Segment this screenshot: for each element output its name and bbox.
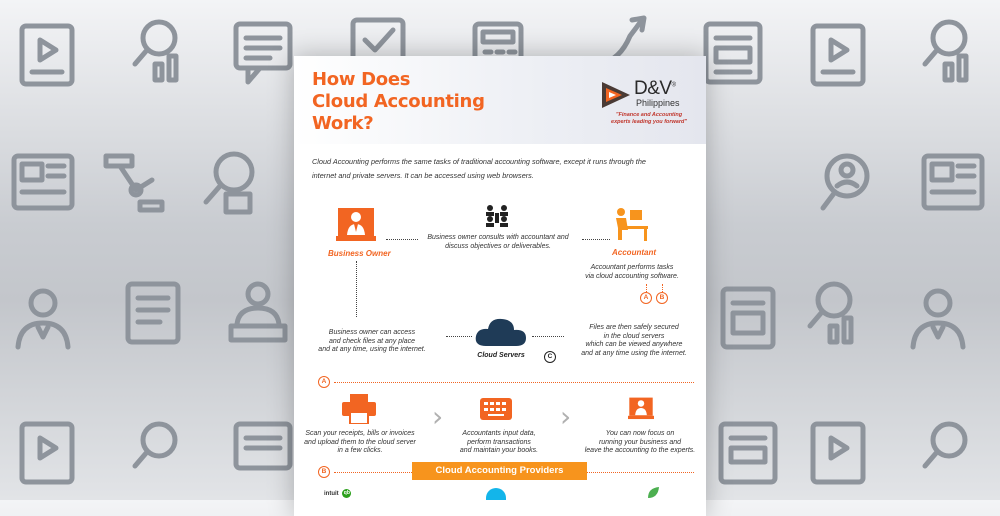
logo-name: D&V®	[634, 78, 676, 99]
intuit-quickbooks-logo	[324, 489, 351, 498]
chat-document-icon	[230, 20, 296, 86]
connector-b-vertical	[662, 284, 663, 292]
video-document-icon	[14, 22, 80, 88]
step-3-line-3: leave the accounting to the experts.	[584, 447, 696, 454]
search-chart-icon	[125, 18, 191, 84]
news-document-icon-2	[920, 150, 986, 216]
chevron-right-icon: ›	[432, 400, 444, 433]
connector-consult-accountant	[582, 239, 610, 240]
business-owner-label: Business Owner	[328, 249, 391, 258]
document-lines-icon	[120, 280, 186, 346]
owner-access-line-1: Business owner can access	[328, 329, 416, 336]
video-document-icon-4	[805, 420, 871, 486]
marker-c: C	[544, 351, 556, 363]
document-icon-2	[715, 420, 781, 486]
document-icon	[700, 20, 766, 86]
consult-text-line-2: discuss objectives or deliverables.	[445, 242, 551, 250]
video-document-icon-2	[805, 22, 871, 88]
marker-b: B	[656, 292, 668, 304]
search-user-icon	[815, 150, 881, 216]
step-2-line-2: perform transactions	[467, 438, 531, 446]
keyboard-icon	[480, 398, 512, 420]
intro-line-2: internet and private servers. It can be accessed using web browsers.	[312, 171, 534, 180]
step-2-line-1: Accountants input data,	[462, 430, 536, 437]
news-document-icon	[10, 150, 76, 216]
cloud-servers-icon	[474, 316, 528, 348]
files-text-line-2: in the cloud servers	[603, 332, 665, 340]
search-chart-icon-3	[800, 280, 866, 346]
connector-owner-consult	[386, 239, 418, 240]
owner-access-text	[302, 329, 442, 355]
section-a-divider	[334, 382, 694, 383]
marker-a: A	[640, 292, 652, 304]
quickbooks-mark: qb	[343, 490, 350, 496]
title-line-1: How Does	[312, 69, 411, 90]
title-line-2: Cloud Accounting	[312, 91, 485, 112]
search-chart-icon-4	[125, 420, 191, 486]
robot-arm-icon	[100, 150, 166, 216]
chat-document-icon-2	[230, 420, 296, 486]
search-chart-icon-2	[915, 18, 981, 84]
meeting-icon	[484, 204, 510, 228]
step-3-text	[580, 430, 700, 456]
files-text-line-3: which can be viewed anywhere	[585, 341, 683, 348]
logo-tagline-line-1: "Finance and Accounting	[615, 112, 683, 118]
header-banner	[294, 56, 706, 144]
accountant-text-line-1: Accountant performs tasks	[590, 264, 674, 271]
user-profile-icon-2	[905, 285, 971, 351]
section-b-marker: B	[318, 466, 330, 478]
cloud-servers-label: Cloud Servers	[477, 352, 525, 359]
providers-heading: Cloud Accounting Providers	[412, 462, 587, 480]
accountant-text-line-2: via cloud accounting software.	[585, 272, 679, 280]
connector-cloud-left	[446, 336, 472, 337]
dv-philippines-logo	[600, 76, 700, 136]
accountant-text	[574, 264, 690, 281]
logo-tagline	[594, 112, 704, 126]
intro-paragraph	[312, 155, 688, 183]
consult-text	[418, 234, 578, 251]
leaf-logo-icon	[646, 486, 660, 500]
business-owner-icon-small	[628, 396, 654, 420]
video-document-icon-3	[14, 420, 80, 486]
connector-cloud-right	[532, 336, 564, 337]
xero-logo	[486, 488, 506, 500]
intuit-logo-text: intuit	[324, 491, 339, 498]
connector-owner-down	[356, 261, 357, 317]
owner-access-line-3: and at any time, using the internet.	[318, 346, 426, 353]
accountant-icon	[612, 206, 650, 242]
user-profile-icon	[10, 285, 76, 351]
files-text	[564, 324, 704, 358]
step-1-text	[298, 430, 422, 456]
document-chart-icon	[715, 285, 781, 351]
logo-tagline-line-2: experts leading you forward"	[611, 119, 687, 125]
search-building-icon	[200, 150, 266, 216]
logo-subtitle: Philippines	[636, 98, 680, 108]
intro-line-1: Cloud Accounting performs the same tasks of traditional accounting software, except it runs through the	[312, 157, 646, 166]
step-1-line-2: and upload them to the cloud server	[304, 438, 416, 446]
owner-access-line-2: and check files at any place	[329, 337, 415, 345]
presenter-icon	[225, 280, 291, 346]
printer-scanner-icon	[342, 394, 376, 424]
dv-logo-mark-icon	[600, 80, 632, 110]
step-1-line-1: Scan your receipts, bills or invoices	[305, 430, 415, 437]
title-line-3: Work?	[312, 113, 374, 134]
files-text-line-1: Files are then safely secured	[589, 324, 679, 331]
step-3-line-1: You can now focus on	[605, 430, 675, 437]
business-owner-icon	[336, 206, 376, 242]
accountant-label: Accountant	[612, 248, 656, 257]
step-2-text	[444, 430, 554, 456]
step-3-line-2: running your business and	[598, 438, 682, 446]
chevron-right-icon-2: ›	[560, 400, 572, 433]
connector-a-vertical	[646, 284, 647, 292]
step-1-line-3: in a few clicks.	[337, 447, 383, 454]
step-2-line-3: and maintain your books.	[459, 447, 539, 454]
files-text-line-4: and at any time using the internet.	[581, 349, 687, 357]
consult-text-line-1: Business owner consults with accountant and	[427, 234, 569, 241]
search-chart-icon-5	[915, 420, 981, 486]
infographic-title	[312, 69, 512, 135]
section-a-marker: A	[318, 376, 330, 388]
infographic-sheet	[294, 56, 706, 516]
